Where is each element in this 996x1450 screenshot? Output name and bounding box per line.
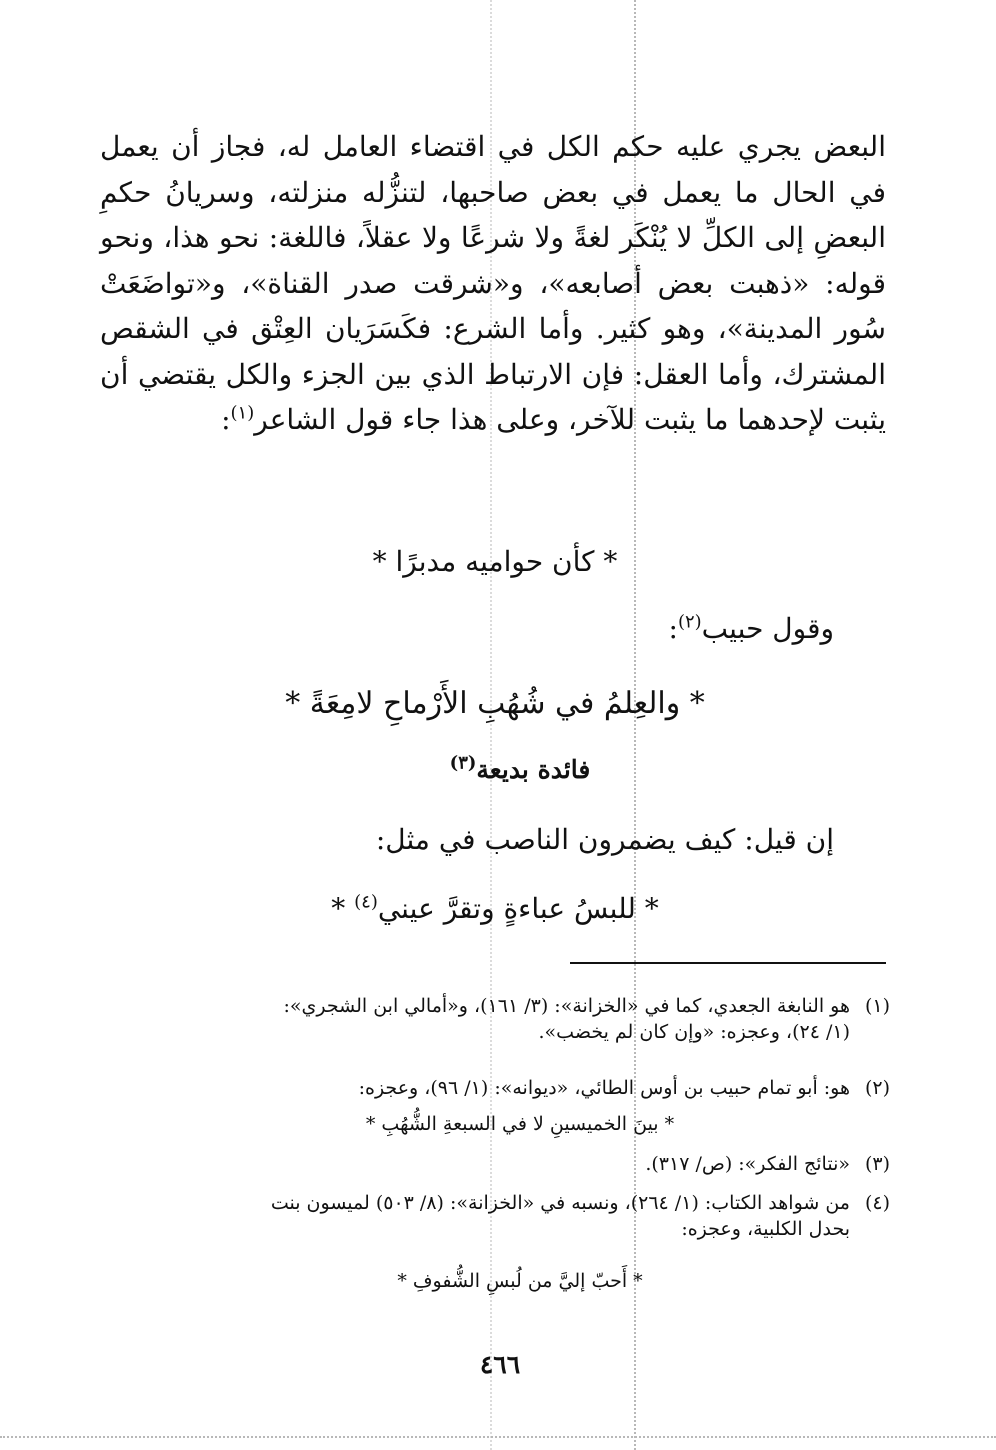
footnote-number: (٤)	[864, 1192, 890, 1214]
main-paragraph	[100, 124, 886, 443]
footnote-2	[100, 1075, 890, 1101]
verse-3-end: *	[331, 892, 346, 925]
habib-intro-text: وقول حبيب	[701, 612, 834, 645]
footnote-number: (٢)	[864, 1077, 890, 1099]
scan-guide-horizontal	[0, 1436, 996, 1438]
footnote-4-verse: * أَحبّ إليَّ من لُبسِ الشُّفوفِ *	[397, 1270, 643, 1292]
footnote-ref-4: (٤)	[354, 891, 378, 913]
verse-2: * والعِلمُ في شُهُبِ الأَرْماحِ لامِعَةً *	[285, 686, 705, 721]
footnote-2-verse: * بينَ الخميسينِ لا في السبعةِ الشُّهُبِ *	[365, 1113, 675, 1135]
footnote-text: «نتائج الفكر»: (ص/ ٣١٧).	[645, 1153, 850, 1175]
section-heading	[200, 752, 840, 784]
footnote-3	[100, 1151, 890, 1177]
verse-3	[120, 892, 870, 925]
footnote-continuation: (١/ ٢٤)، وعجزه: «وإن كان لم يخضب».	[538, 1021, 850, 1043]
footnote-number: (٣)	[864, 1153, 890, 1175]
footnote-text: هو: أبو تمام حبيب بن أوس الطائي، «ديوانه»: (١/ ٩٦)، وعجزه:	[358, 1077, 850, 1099]
footnote-4	[100, 1190, 890, 1242]
habib-intro-end: :	[668, 612, 678, 645]
footnote-continuation: بحدل الكلبية، وعجزه:	[681, 1218, 850, 1240]
section-heading-text: فائدة بديعة	[476, 755, 591, 784]
paragraph-end: :	[221, 403, 231, 436]
footnote-text: من شواهد الكتاب: (١/ ٢٦٤)، ونسبه في «الخزانة»: (٨/ ٥٠٣) لميسون بنت	[270, 1192, 850, 1214]
footnote-1	[100, 993, 890, 1045]
footnote-ref-2: (٢)	[677, 611, 702, 633]
verse-1: * كأن حواميه مدبرًا *	[372, 545, 618, 578]
footnote-separator	[570, 962, 886, 964]
page-number: ٤٦٦	[479, 1350, 521, 1379]
footnote-ref-3: (٣)	[449, 752, 477, 774]
footnote-ref-1: (١)	[230, 402, 255, 424]
footnote-text: هو النابغة الجعدي، كما في «الخزانة»: (٣/ ١٦١)، و«أمالي ابن الشجري»:	[283, 995, 850, 1017]
verse-3-text: * للبسُ عباءةٍ وتقرَّ عيني	[377, 892, 659, 925]
paragraph-text: البعض يجري عليه حكم الكل في اقتضاء العامل له، فجاز أن يعمل في الحال ما يعمل في بعض صاحبها، لتنزُّله منزلته، وسريانُ حكمِ البعضِ إلى الكلِّ لا يُنْكَر لغةً ولا شرعًا ولا عقلاً، فاللغة: نحو هذا، ونحو قوله: «ذهبت بعض أصابعه»، و«شرقت صدر القناة»، و«تواضَعَتْ سُور المدينة»، وهو كثير. وأما الشرع: فكَسَرَيان العِتْق في الشقص المشترك، وأما العقل: فإن الارتباط الذي بين الجزء والكل يقتضي أن يثبت لإحدهما ما يثبت للآخر، وعلى هذا جاء قول الشاعر	[100, 130, 886, 436]
habib-intro-line	[669, 612, 835, 645]
question-line: إن قيل: كيف يضمرون الناصب في مثل:	[375, 823, 834, 856]
footnote-number: (١)	[864, 995, 890, 1017]
